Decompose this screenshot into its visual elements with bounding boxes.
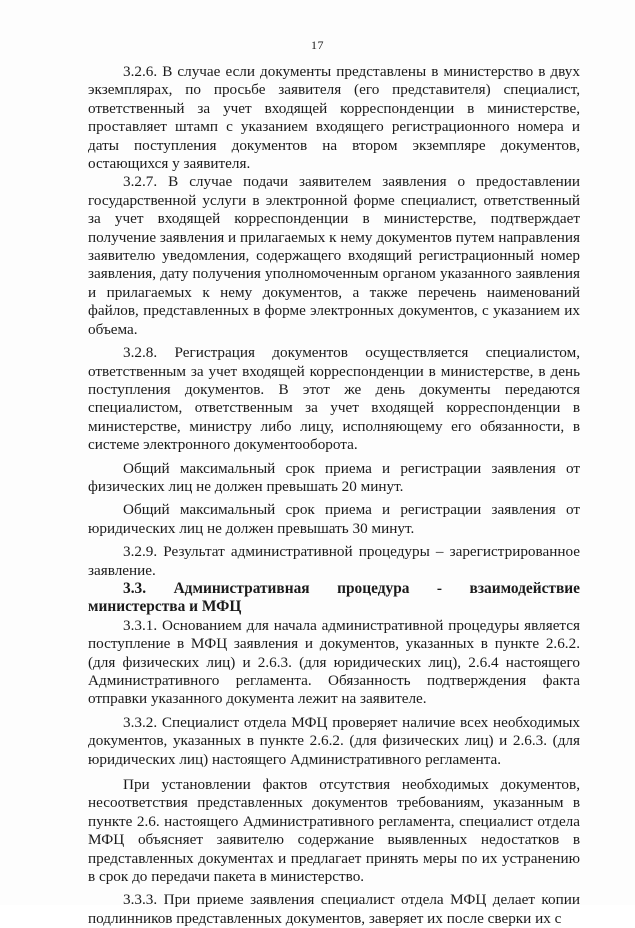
paragraph-deadline-individuals: Общий максимальный срок приема и регистрации заявления от физических лиц не должен превышать 20 минут. bbox=[88, 459, 580, 495]
paragraph-3-2-6: 3.2.6. В случае если документы представлены в министерство в двух экземплярах, по просьбе заявителя (его представителя) специалист, ответственный за учет входящей корреспонденции в министерстве, проставляет штамп с указанием входящего регистрационного номера и даты поступления документов на втором экземпляре документов, остающихся у заявителя. bbox=[88, 63, 580, 173]
paragraph-3-2-8: 3.2.8. Регистрация документов осуществляется специалистом, ответственным за учет входящей корреспонденции в министерстве, в день поступления документов. В этот же день документы передаются специалистом, ответственным за учет входящей корреспонденции в министерстве, министру либо лицу, исполняющему его обязанности, в системе электронного документооборота. bbox=[88, 344, 580, 454]
document-body bbox=[88, 63, 580, 928]
paragraph-3-2-9: 3.2.9. Результат административной процедуры – зарегистрированное заявление. bbox=[88, 543, 580, 579]
paragraph-missing-documents: При установлении фактов отсутствия необходимых документов, несоответствия представленных документов требованиям, указанным в пункте 2.6. настоящего Административного регламента, специалист отдела МФЦ объясняет заявителю содержание выявленных недостатков в представленных документах и предлагает принять меры по их устранению в срок до передачи пакета в министерство. bbox=[88, 776, 580, 886]
paragraph-deadline-legal-entities: Общий максимальный срок приема и регистрации заявления от юридических лиц не должен превышать 30 минут. bbox=[88, 501, 580, 537]
paragraph-3-3-3: 3.3.3. При приеме заявления специалист отдела МФЦ делает копии подлинников представленных документов, заверяет их после сверки их с bbox=[88, 891, 580, 927]
paragraph-3-2-7: 3.2.7. В случае подачи заявителем заявления о предоставлении государственной услуги в электронной форме специалист, ответственный за учет входящей корреспонденции в министерстве, подтверждает получение заявления и прилагаемых к нему документов путем направления заявителю уведомления, содержащего входящий регистрационный номер заявления, дату получения уполномоченным органом указанного заявления и прилагаемых к нему документов, а также перечень наименований файлов, представленных в форме электронных документов, с указанием их объема. bbox=[88, 173, 580, 338]
paragraph-3-3-2: 3.3.2. Специалист отдела МФЦ проверяет наличие всех необходимых документов, указанных в пункте 2.6.2. (для физических лиц) и 2.6.3. (для юридических лиц) настоящего Административного регламента. bbox=[88, 713, 580, 768]
page-number: 17 bbox=[311, 38, 324, 52]
paragraph-3-3-1: 3.3.1. Основанием для начала административной процедуры является поступление в МФЦ заявления и документов, указанных в пункте 2.6.2. (для физических лиц) и 2.6.3. (для юридических лиц), 2.6.4 настоящего Административного регламента. Обязанность подтверждения факта отправки указанного документа лежит на заявителе. bbox=[88, 616, 580, 708]
section-heading-3-3: 3.3. Административная процедура - взаимодействие министерства и МФЦ bbox=[88, 579, 580, 616]
